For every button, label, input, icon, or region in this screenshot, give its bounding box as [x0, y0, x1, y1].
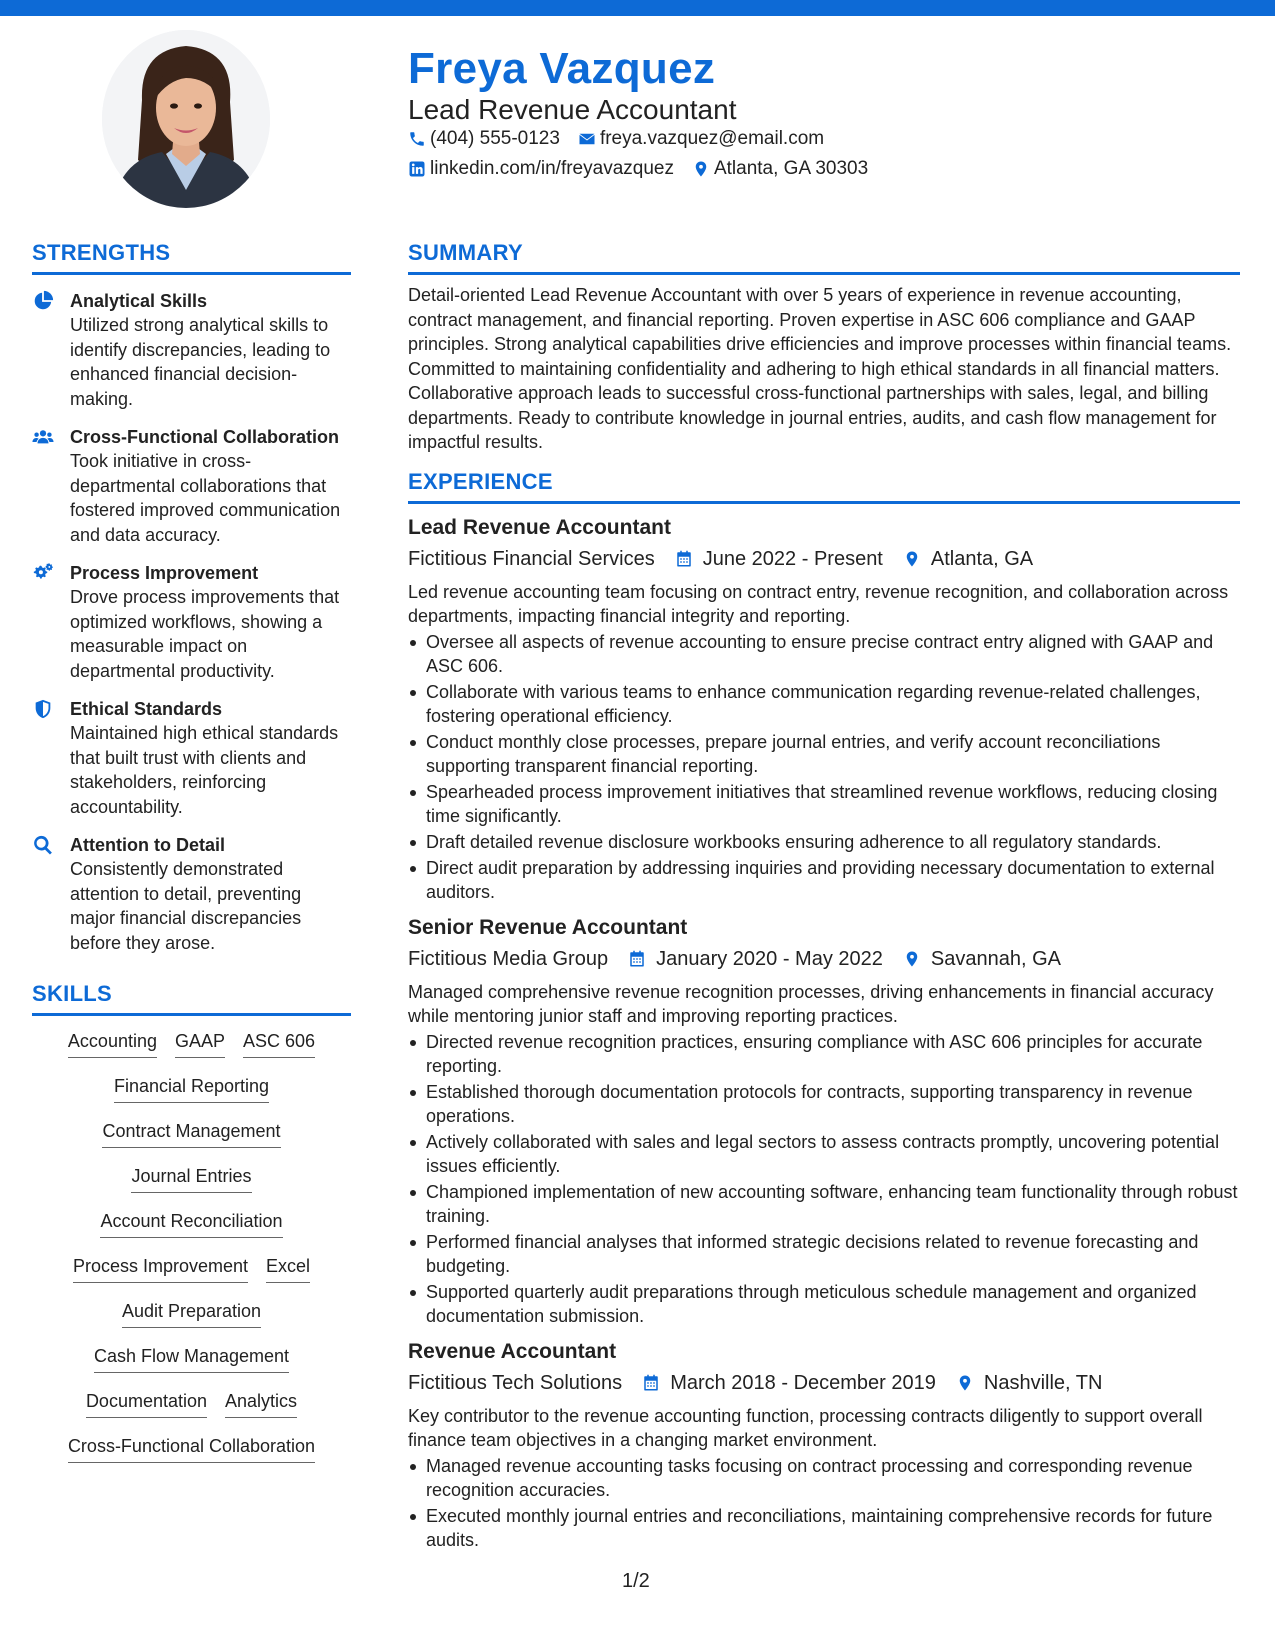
calendar-icon: [675, 550, 693, 568]
job-bullets: [408, 1454, 1240, 1552]
list-item: Oversee all aspects of revenue accounting to ensure precise contract entry aligned with GAAP and ASC 606.: [408, 630, 1240, 678]
users-icon: [32, 426, 54, 448]
calendar-icon: [628, 950, 646, 968]
linkedin-icon: [408, 160, 426, 178]
job-location-text: Savannah, GA: [930, 947, 1061, 970]
skill-tag: Excel: [266, 1255, 310, 1283]
job-meta: [408, 946, 1240, 972]
skill-tag: Cross-Functional Collaboration: [68, 1435, 315, 1463]
job-bullets: [408, 630, 1240, 904]
contact-row-2: [408, 158, 886, 180]
job-description: Managed comprehensive revenue recognition processes, driving enhancements in financial accuracy while mentoring junior staff and improving reporting practices.: [408, 981, 1214, 1026]
job-location: [950, 1370, 1103, 1396]
skill-tag: Documentation: [86, 1390, 207, 1418]
location-contact: [692, 158, 868, 180]
job-dates: [636, 1370, 936, 1396]
job-description: Led revenue accounting team focusing on contract entry, revenue recognition, and collaboration across departments, impacting financial integrity and reporting.: [408, 581, 1229, 626]
list-item: Conduct monthly close processes, prepare journal entries, and verify account reconciliations supporting transparent financial reporting.: [408, 730, 1240, 778]
skill-tag: Account Reconciliation: [100, 1210, 282, 1238]
skill-tag: Financial Reporting: [114, 1075, 269, 1103]
job-location-text: Atlanta, GA: [930, 547, 1034, 570]
job-entry: [408, 1338, 1240, 1552]
skills-section: [32, 981, 351, 1463]
location-text: Atlanta, GA 30303: [713, 158, 869, 179]
skill-tag: Journal Entries: [131, 1165, 251, 1193]
gears-icon: [32, 562, 54, 584]
strength-desc: Maintained high ethical standards that built trust with clients and stakeholders, reinforcing accountability.: [70, 723, 339, 817]
list-item: Established thorough documentation protocols for contracts, supporting transparency in revenue operations.: [408, 1080, 1240, 1128]
search-icon: [32, 834, 54, 856]
list-item: Actively collaborated with sales and legal sectors to assess contracts promptly, uncovering potential issues efficiently.: [408, 1130, 1240, 1178]
skill-tag: ASC 606: [243, 1030, 315, 1058]
top-accent-bar: [0, 0, 1275, 16]
job-dates-text: March 2018 - December 2019: [670, 1371, 936, 1394]
strength-desc: Utilized strong analytical skills to identify discrepancies, leading to enhanced financial decision-making.: [70, 315, 331, 409]
strength-desc: Took initiative in cross-departmental collaborations that fostered improved communication and data accuracy.: [70, 451, 341, 545]
profile-photo: [102, 30, 270, 208]
skill-tag: Process Improvement: [73, 1255, 248, 1283]
summary-text: Detail-oriented Lead Revenue Accountant with over 5 years of experience in revenue accounting, contract management, and financial reporting. Proven expertise in ASC 606 compliance and GAAP principles. Strong analytical capabilities drive efficiencies and improve processes within financial teams. Committed to maintaining confidentiality and adhering to high ethical standards in all financial matters. Collaborative approach leads to successful cross-functional partnerships with sales, legal, and billing departments. Ready to contribute knowledge in journal entries, audits, and cash flow management for impactful results.: [408, 285, 1232, 452]
job-title: Lead Revenue Accountant: [408, 515, 671, 539]
skill-tag: Contract Management: [102, 1120, 280, 1148]
map-pin-icon: [903, 550, 921, 568]
phone-contact: [408, 128, 560, 150]
contact-row-1: [408, 128, 842, 150]
envelope-icon: [578, 130, 596, 148]
job-company: Fictitious Financial Services: [408, 547, 655, 570]
map-pin-icon: [903, 950, 921, 968]
strength-title: Ethical Standards: [70, 699, 223, 719]
list-item: Performed financial analyses that informed strategic decisions related to revenue forecasting and budgeting.: [408, 1230, 1240, 1278]
skill-tag: Analytics: [225, 1390, 297, 1418]
list-item: Direct audit preparation by addressing inquiries and providing necessary documentation to external auditors.: [408, 856, 1240, 904]
email-contact: [578, 128, 824, 150]
strength-title: Cross-Functional Collaboration: [70, 427, 340, 447]
job-description: Key contributor to the revenue accounting function, processing contracts diligently to support overall finance team objectives in a changing market environment.: [408, 1405, 1203, 1450]
job-meta: [408, 1370, 1240, 1396]
candidate-name: Freya Vazquez: [408, 44, 716, 93]
job-dates: [669, 546, 883, 572]
job-company: Fictitious Tech Solutions: [408, 1371, 623, 1394]
job-location-text: Nashville, TN: [983, 1371, 1103, 1394]
left-column: [32, 240, 351, 1463]
job-title: Revenue Accountant: [408, 1339, 617, 1363]
list-item: Collaborate with various teams to enhance communication regarding revenue-related challenges, fostering operational efficiency.: [408, 680, 1240, 728]
strengths-list: [32, 289, 351, 955]
map-pin-icon: [692, 160, 710, 178]
job-title: Senior Revenue Accountant: [408, 915, 688, 939]
strengths-heading: STRENGTHS: [32, 240, 351, 275]
list-item: Managed revenue accounting tasks focusing on contract processing and corresponding revenue recognition accuracies.: [408, 1454, 1240, 1502]
email-text[interactable]: freya.vazquez@email.com: [599, 128, 825, 149]
candidate-role: Lead Revenue Accountant: [408, 94, 737, 125]
phone-text[interactable]: (404) 555-0123: [430, 128, 560, 149]
job-dates: [622, 946, 883, 972]
pie-chart-icon: [32, 290, 54, 312]
job-bullets: [408, 1030, 1240, 1328]
job-location: [897, 946, 1061, 972]
strength-item: [32, 289, 351, 411]
skill-tag: GAAP: [175, 1030, 225, 1058]
strength-item: [32, 561, 351, 683]
skills-heading: SKILLS: [32, 981, 351, 1016]
strength-desc: Drove process improvements that optimized workflows, showing a measurable impact on departmental productivity.: [70, 587, 340, 681]
phone-icon: [408, 130, 426, 148]
shield-icon: [32, 698, 54, 720]
list-item: Draft detailed revenue disclosure workbooks ensuring adherence to all regulatory standards.: [408, 830, 1240, 854]
list-item: Spearheaded process improvement initiatives that streamlined revenue workflows, reducing closing time significantly.: [408, 780, 1240, 828]
job-location: [897, 546, 1033, 572]
list-item: Supported quarterly audit preparations through meticulous schedule management and organized documentation submission.: [408, 1280, 1240, 1328]
skill-tag: Cash Flow Management: [94, 1345, 289, 1373]
list-item: Championed implementation of new accounting software, enhancing team functionality through robust training.: [408, 1180, 1240, 1228]
strength-title: Analytical Skills: [70, 291, 208, 311]
job-dates-text: June 2022 - Present: [702, 547, 883, 570]
summary-heading: SUMMARY: [408, 240, 1240, 275]
linkedin-contact: [408, 158, 674, 180]
list-item: Directed revenue recognition practices, ensuring compliance with ASC 606 principles for accurate reporting.: [408, 1030, 1240, 1078]
job-meta: [408, 546, 1240, 572]
calendar-icon: [642, 1374, 660, 1392]
skill-tag: Audit Preparation: [122, 1300, 261, 1328]
right-column: [408, 240, 1240, 1554]
strength-item: [32, 833, 351, 955]
list-item: Executed monthly journal entries and reconciliations, maintaining comprehensive records for future audits.: [408, 1504, 1240, 1552]
job-entry: [408, 514, 1240, 904]
job-dates-text: January 2020 - May 2022: [656, 947, 883, 970]
skill-tag: Accounting: [68, 1030, 157, 1058]
linkedin-text[interactable]: linkedin.com/in/freyavazquez: [430, 158, 674, 179]
job-entry: [408, 914, 1240, 1328]
strength-item: [32, 697, 351, 819]
job-company: Fictitious Media Group: [408, 947, 609, 970]
experience-heading: EXPERIENCE: [408, 469, 1240, 504]
map-pin-icon: [956, 1374, 974, 1392]
strength-title: Process Improvement: [70, 563, 259, 583]
strength-desc: Consistently demonstrated attention to detail, preventing major financial discrepancies before they arose.: [70, 859, 302, 953]
strength-item: [32, 425, 351, 547]
page-number: 1/2: [622, 1570, 650, 1592]
skills-list: [32, 1030, 351, 1463]
strength-title: Attention to Detail: [70, 835, 225, 855]
